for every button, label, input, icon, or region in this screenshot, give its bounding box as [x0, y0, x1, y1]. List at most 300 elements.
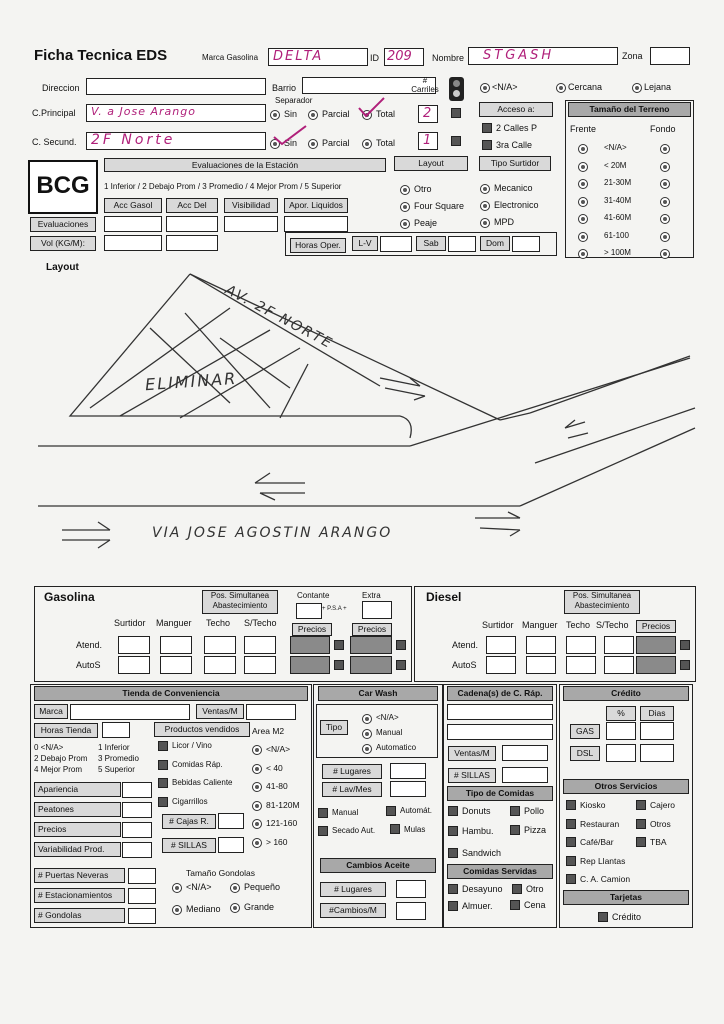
gasolina-col-stecho: S/Techo [244, 618, 277, 628]
tipo-comidas-header: Tipo de Comidas [447, 786, 553, 801]
carwash-manual-radio[interactable] [362, 729, 372, 739]
scale-1: 1 Inferior [98, 743, 130, 752]
producto-checkbox[interactable] [158, 778, 168, 788]
scale-3: 3 Promedio [98, 754, 139, 763]
direccion-label: Direccion [42, 83, 80, 93]
gasolina-row-atend: Atend. [76, 640, 103, 650]
carril2-value: 1 [423, 133, 432, 148]
csecund-parcial-radio[interactable] [308, 139, 318, 149]
comida-pollo-checkbox[interactable] [510, 806, 520, 816]
carwash-manual-label: Manual [376, 728, 403, 737]
cprincipal-total-label: Total [376, 109, 396, 119]
csecund-total-label: Total [376, 138, 396, 148]
horas-lv-label: L-V [352, 236, 378, 251]
servida-otro-label: Otro [526, 884, 544, 894]
carwash-secado-checkbox[interactable] [318, 826, 328, 836]
terreno-fondo-radio[interactable] [660, 179, 670, 189]
credito-dsl-label: DSL [570, 746, 600, 761]
credito-header: Crédito [563, 686, 689, 701]
id-field[interactable] [384, 48, 424, 66]
gasolina-cell-field[interactable] [160, 656, 192, 674]
cprincipal-sin-label: Sin [284, 109, 298, 119]
otro-servicio-label: Restauran [580, 818, 620, 829]
carwash-header: Car Wash [318, 686, 438, 701]
layout-header: Layout [394, 156, 468, 171]
carwash-lugares-label: # Lugares [322, 764, 382, 779]
tienda-horas-field[interactable] [102, 722, 130, 738]
marca-label: Marca Gasolina [202, 53, 259, 62]
otro-servicio-label: Café/Bar [580, 837, 614, 847]
terreno-frente-radio[interactable] [578, 197, 588, 207]
credito-gas-dias-field[interactable] [640, 722, 674, 740]
layout-otro-radio[interactable] [400, 185, 410, 195]
gasolina-cell-field[interactable] [204, 656, 236, 674]
eval-visibilidad-field[interactable] [224, 216, 278, 232]
tienda-productos-label: Productos vendidos [154, 722, 250, 737]
horas-sab-label: Sab [416, 236, 446, 251]
eval-row-vol: Vol (KG/M): [30, 236, 96, 251]
carwash-auto-radio[interactable] [362, 744, 372, 754]
surtidor-electronico-label: Electronico [494, 200, 539, 210]
gondola-grande-label: Grande [244, 902, 275, 912]
direccion-field[interactable] [86, 78, 266, 95]
diesel-cell-field[interactable] [604, 636, 634, 654]
cambios-cambios-label: #Cambios/M [320, 903, 386, 918]
carwash-manual-check-label: Manual [332, 808, 359, 817]
carril2-checkbox[interactable] [451, 136, 461, 146]
nombre-value: STGASH [483, 48, 555, 63]
terreno-option-label: 41-60M [604, 213, 632, 222]
area-radio[interactable] [252, 782, 262, 792]
tienda-count-field[interactable] [128, 888, 156, 904]
tienda-area-label: Area M2 [252, 726, 285, 736]
credito-pct-label: % [606, 706, 636, 721]
tienda-count-label: # Gondolas [34, 908, 125, 923]
acceso-3racalle-checkbox[interactable] [482, 140, 492, 150]
servida-almuer-checkbox[interactable] [448, 901, 458, 911]
terreno-frente-label: Frente [570, 124, 597, 134]
gasolina-cell-field[interactable] [160, 636, 192, 654]
eval-col-aporliquidos: Apor. Liquidos [284, 198, 348, 213]
csecund-field[interactable] [86, 132, 266, 150]
tienda-cajas-label: # Cajas R. [162, 814, 216, 829]
carwash-lugares-field[interactable] [390, 763, 426, 779]
comida-sandwich-label: Sandwich [462, 848, 502, 858]
marca-field[interactable] [268, 48, 368, 66]
diesel-cell-field[interactable] [486, 636, 516, 654]
carril1-checkbox[interactable] [451, 108, 461, 118]
tienda-ventas-field[interactable] [246, 704, 296, 720]
tienda-rated-label: Variabilidad Prod. [34, 842, 121, 857]
diesel-precio-checkbox[interactable] [680, 660, 690, 670]
diesel-cell-field[interactable] [604, 656, 634, 674]
tienda-marca-field[interactable] [70, 704, 190, 720]
tienda-count-field[interactable] [128, 908, 156, 924]
zona-field[interactable] [650, 47, 690, 65]
terreno-frente-radio[interactable] [578, 162, 588, 172]
scale-5: 5 Superior [98, 765, 135, 774]
servida-cena-label: Cena [524, 900, 546, 910]
surtidor-mpd-label: MPD [494, 217, 514, 227]
diesel-cell-field[interactable] [486, 656, 516, 674]
credito-gas-pct-field[interactable] [606, 722, 636, 740]
gondola-grande-radio[interactable] [230, 903, 240, 913]
terreno-frente-radio[interactable] [578, 232, 588, 242]
diesel-col-techo: Techo [566, 620, 591, 630]
servida-otro-checkbox[interactable] [512, 884, 522, 894]
terreno-option-label: > 100M [604, 248, 631, 257]
comida-pizza-checkbox[interactable] [510, 825, 520, 835]
horas-lv-field[interactable] [380, 236, 412, 252]
surtidor-mecanico-label: Mecanico [494, 183, 533, 193]
carril1-field[interactable] [418, 105, 438, 123]
tienda-rated-label: Peatones [34, 802, 121, 817]
comida-pollo-label: Pollo [524, 806, 545, 816]
gasolina-possim: Pos. Simultanea Abastecimiento [202, 590, 278, 614]
otro-servicio-checkbox[interactable] [566, 874, 576, 884]
vol-accdel-field[interactable] [166, 235, 218, 251]
sketch-street2: VIA JOSE AGOSTIN ARANGO [152, 525, 393, 541]
diesel-precio-field[interactable] [636, 636, 676, 654]
diesel-precio-field[interactable] [636, 656, 676, 674]
servida-desayuno-checkbox[interactable] [448, 884, 458, 894]
acceso-2calles-checkbox[interactable] [482, 123, 492, 133]
eval-col-accdel: Acc Del [166, 198, 218, 213]
gasolina-cell-field[interactable] [118, 636, 150, 654]
distance-na-radio[interactable] [480, 83, 490, 93]
eval-col-accgasol: Acc Gasol [104, 198, 162, 213]
cambios-lugares-label: # Lugares [320, 882, 386, 897]
carwash-na-radio[interactable] [362, 714, 372, 724]
sketch-street1: AV. 2F NORTE [222, 282, 336, 353]
evaluaciones-scale: 1 Inferior / 2 Debajo Prom / 3 Promedio / 4 Mejor Prom / 5 Superior [104, 182, 342, 191]
diesel-row-atend: Atend. [452, 640, 479, 650]
otro-servicio-label: Rep Llantas [580, 855, 626, 866]
terreno-option-label: 21-30M [604, 178, 632, 187]
otro-servicio-label: Kiosko [580, 800, 606, 810]
otro-servicio-checkbox[interactable] [636, 819, 646, 829]
area-radio[interactable] [252, 745, 262, 755]
gasolina-extra-label: Extra [362, 591, 381, 600]
diesel-possim: Pos. Simultanea Abastecimiento [564, 590, 640, 614]
diesel-col-surtidor: Surtidor [482, 620, 514, 630]
carwash-auto-label: Automatico [376, 743, 417, 752]
area-option-label: 81-120M [266, 799, 300, 810]
credito-gas-label: GAS [570, 724, 600, 739]
gasolina-precios2: Precios [352, 623, 392, 636]
carwash-tipo-label: Tipo [320, 720, 348, 735]
horas-sab-field[interactable] [448, 236, 476, 252]
comida-hambu-checkbox[interactable] [448, 826, 458, 836]
producto-checkbox[interactable] [158, 741, 168, 751]
cprincipal-sin-radio[interactable] [270, 110, 280, 120]
otro-servicio-checkbox[interactable] [636, 837, 646, 847]
gasolina-cell-field[interactable] [244, 636, 276, 654]
terreno-header: Tamaño del Terreno [568, 102, 691, 117]
comida-donuts-checkbox[interactable] [448, 806, 458, 816]
sin-checkmark-icon [270, 124, 310, 146]
comida-hambu-label: Hambu. [462, 826, 494, 836]
terreno-frente-radio[interactable] [578, 144, 588, 154]
gondola-na-label: <N/A> [186, 882, 212, 892]
tienda-rated-label: Precios [34, 822, 121, 837]
area-option-label: 121-160 [266, 818, 298, 828]
csecund-sin-label: Sin [284, 138, 298, 148]
diesel-cell-field[interactable] [566, 636, 596, 654]
comidas-ventas-field[interactable] [502, 745, 548, 761]
tienda-marca-label: Marca [34, 704, 68, 719]
gondola-pequeno-radio[interactable] [230, 883, 240, 893]
terreno-fondo-radio[interactable] [660, 249, 670, 259]
layout-peaje-label: Peaje [414, 218, 438, 228]
area-radio[interactable] [252, 838, 262, 848]
distance-lejana-label: Lejana [644, 82, 672, 92]
surtidor-electronico-radio[interactable] [480, 201, 490, 211]
producto-label: Bebidas Caliente [172, 778, 233, 787]
diesel-cell-field[interactable] [526, 636, 556, 654]
terreno-frente-radio[interactable] [578, 179, 588, 189]
cprincipal-field[interactable] [86, 104, 266, 122]
cambios-lugares-field[interactable] [396, 880, 426, 898]
otros-header: Otros Servicios [563, 779, 689, 794]
comidas-cadena2-field[interactable] [447, 724, 553, 740]
surtidor-mecanico-radio[interactable] [480, 184, 490, 194]
credito-dsl-dias-field[interactable] [640, 744, 674, 762]
surtidor-header: Tipo Surtidor [479, 156, 551, 171]
servida-cena-checkbox[interactable] [510, 900, 520, 910]
comidas-cadena1-field[interactable] [447, 704, 553, 720]
gasolina-row-autos: AutoS [76, 660, 101, 670]
diesel-precios: Precios [636, 620, 676, 633]
scale-0: 0 <N/A> [34, 743, 64, 752]
nombre-label: Nombre [432, 53, 465, 63]
eval-accdel-field[interactable] [166, 216, 218, 232]
csecund-parcial-label: Parcial [322, 138, 350, 148]
carwash-lavmes-field[interactable] [390, 781, 426, 797]
diesel-cell-field[interactable] [566, 656, 596, 674]
producto-label: Comidas Ráp. [172, 759, 223, 769]
cprincipal-label: C.Principal [32, 108, 76, 118]
carwash-mulas-checkbox[interactable] [390, 824, 400, 834]
tienda-count-label: # Estacionamientos [34, 888, 125, 903]
gasolina-precio-extra-field[interactable] [350, 636, 392, 654]
total-checkmark-icon [356, 96, 386, 118]
gasolina-col-surtidor: Surtidor [114, 618, 146, 628]
otro-servicio-checkbox[interactable] [566, 856, 576, 866]
gasolina-cell-field[interactable] [204, 636, 236, 654]
horas-label: Horas Oper. [290, 238, 346, 253]
area-radio[interactable] [252, 764, 262, 774]
carril1-value: 2 [423, 106, 432, 121]
distance-na-label: <N/A> [492, 82, 518, 92]
gasolina-contante-field[interactable] [296, 603, 322, 619]
gasolina-psa: + P.S.A + [322, 606, 347, 612]
comidas-sillas-label: # SILLAS [448, 768, 496, 783]
diesel-precio-checkbox[interactable] [680, 640, 690, 650]
area-radio[interactable] [252, 819, 262, 829]
layout-peaje-radio[interactable] [400, 219, 410, 229]
otro-servicio-label: Cajero [650, 800, 676, 810]
gasolina-title: Gasolina [44, 590, 95, 604]
otro-servicio-label: Otros [650, 818, 671, 829]
area-option-label: > 160 [266, 836, 288, 847]
cprincipal-parcial-label: Parcial [322, 109, 350, 119]
credito-dsl-pct-field[interactable] [606, 744, 636, 762]
layout-foursquare-radio[interactable] [400, 202, 410, 212]
eval-accgasol-field[interactable] [104, 216, 162, 232]
barrio-label: Barrio [272, 83, 297, 93]
csecund-label: C. Secund. [32, 137, 77, 147]
otro-servicio-label: C. A. Camion [580, 874, 631, 884]
bcg-logo: BCG [28, 160, 98, 214]
tienda-header: Tienda de Conveniencia [34, 686, 308, 701]
tienda-sillas-label: # SILLAS [162, 838, 216, 853]
gondola-mediano-radio[interactable] [172, 905, 182, 915]
carril2-field[interactable] [418, 132, 438, 150]
distance-cercana-radio[interactable] [556, 83, 566, 93]
comidas-header: Cadena(s) de C. Ráp. [447, 686, 553, 701]
gondola-na-radio[interactable] [172, 883, 182, 893]
tienda-rated-label: Apariencia [34, 782, 121, 797]
gasolina-precio-extra-field[interactable] [350, 656, 392, 674]
tienda-ventas-label: Ventas/M [196, 704, 244, 719]
eval-row-evaluaciones: Evaluaciones [30, 217, 96, 232]
diesel-col-manguer: Manguer [522, 620, 558, 630]
area-option-label: < 40 [266, 762, 283, 773]
comida-sandwich-checkbox[interactable] [448, 848, 458, 858]
producto-checkbox[interactable] [158, 797, 168, 807]
producto-label: Cigarrillos [172, 796, 208, 806]
gasolina-precio-contante-field[interactable] [290, 656, 330, 674]
eval-col-visibilidad: Visibilidad [224, 198, 278, 213]
gondola-mediano-label: Mediano [186, 904, 221, 914]
terreno-fondo-radio[interactable] [660, 232, 670, 242]
terreno-option-label: 31-40M [604, 195, 632, 205]
terreno-fondo-radio[interactable] [660, 162, 670, 172]
otro-servicio-checkbox[interactable] [566, 837, 576, 847]
area-option-label: 41-80 [266, 781, 288, 791]
layout-otro-label: Otro [414, 184, 432, 194]
area-radio[interactable] [252, 801, 262, 811]
area-option-label: <N/A> [266, 744, 291, 754]
comidas-sillas-field[interactable] [502, 767, 548, 783]
distance-cercana-label: Cercana [568, 82, 603, 92]
tienda-rated-field[interactable] [122, 822, 152, 838]
otro-servicio-label: TBA [650, 837, 667, 847]
terreno-frente-radio[interactable] [578, 249, 588, 259]
carwash-manual-checkbox[interactable] [318, 808, 328, 818]
csecund-value: 2F Norte [91, 132, 176, 148]
gasolina-contante-label: Contante [297, 591, 330, 600]
form-title: Ficha Tecnica EDS [34, 47, 168, 64]
carriles-label: # Carriles [411, 76, 439, 94]
servidas-header: Comidas Servidas [447, 864, 553, 879]
tarjeta-credito-checkbox[interactable] [598, 912, 608, 922]
terreno-fondo-label: Fondo [650, 124, 676, 134]
evaluaciones-header: Evaluaciones de la Estación [104, 158, 386, 172]
gasolina-cell-field[interactable] [118, 656, 150, 674]
gasolina-col-techo: Techo [206, 618, 231, 628]
tienda-cajas-field[interactable] [218, 813, 244, 829]
comida-donuts-label: Donuts [462, 806, 491, 816]
scale-2: 2 Debajo Prom [34, 754, 88, 763]
gasolina-precio-contante-field[interactable] [290, 636, 330, 654]
servida-desayuno-label: Desayuno [462, 884, 503, 894]
tienda-count-field[interactable] [128, 868, 156, 884]
diesel-cell-field[interactable] [526, 656, 556, 674]
tienda-horas-label: Horas Tienda [34, 723, 98, 738]
carwash-mulas-label: Mulas [404, 825, 426, 834]
comidas-ventas-label: Ventas/M [448, 746, 496, 761]
layout-title: Layout [46, 262, 79, 273]
producto-checkbox[interactable] [158, 760, 168, 770]
gasolina-extra-field[interactable] [362, 601, 392, 619]
tienda-count-label: # Puertas Neveras [34, 868, 125, 883]
traffic-light-icon [449, 77, 464, 101]
gasolina-extra-checkbox[interactable] [396, 660, 406, 670]
tienda-rated-field[interactable] [122, 782, 152, 798]
gasolina-cell-field[interactable] [244, 656, 276, 674]
separador-label: Separador [275, 96, 313, 105]
tarjeta-credito-label: Crédito [612, 912, 642, 922]
horas-dom-field[interactable] [512, 236, 540, 252]
acceso-2calles-label: 2 Calles P [496, 123, 538, 133]
nombre-field[interactable] [468, 47, 618, 65]
terreno-fondo-radio[interactable] [660, 197, 670, 207]
carwash-automat-label: Automát. [400, 806, 433, 815]
surtidor-mpd-radio[interactable] [480, 218, 490, 228]
cprincipal-parcial-radio[interactable] [308, 110, 318, 120]
acceso-3racalle-label: 3ra Calle [496, 140, 533, 150]
eval-aporliquidos-field[interactable] [284, 216, 348, 232]
scale-4: 4 Mejor Prom [34, 765, 83, 774]
carwash-secado-label: Secado Aut. [332, 826, 376, 835]
gondola-pequeno-label: Pequeño [244, 882, 281, 892]
gasolina-extra-checkbox[interactable] [396, 640, 406, 650]
tienda-rated-field[interactable] [122, 802, 152, 818]
comida-pizza-label: Pizza [524, 825, 547, 835]
carwash-automat-checkbox[interactable] [386, 806, 396, 816]
cambios-header: Cambios Aceite [320, 858, 436, 873]
terreno-fondo-radio[interactable] [660, 144, 670, 154]
carwash-lavmes-label: # Lav/Mes [322, 782, 382, 797]
cambios-cambios-field[interactable] [396, 902, 426, 920]
servida-almuer-label: Almuer. [462, 901, 493, 911]
producto-label: Licor / Vino [172, 741, 212, 750]
gasolina-precio-checkbox[interactable] [334, 660, 344, 670]
terreno-frente-radio[interactable] [578, 214, 588, 224]
id-value: 209 [387, 49, 412, 64]
diesel-title: Diesel [426, 590, 462, 604]
diesel-col-stecho: S/Techo [596, 620, 629, 630]
terreno-option-label: < 20M [604, 160, 627, 170]
horas-dom-label: Dom [480, 236, 510, 251]
gasolina-precio-checkbox[interactable] [334, 640, 344, 650]
tienda-sillas-field[interactable] [218, 837, 244, 853]
vol-accgasol-field[interactable] [104, 235, 162, 251]
cprincipal-value: V. a Jose Arango [91, 105, 196, 118]
zona-label: Zona [622, 51, 643, 61]
distance-lejana-radio[interactable] [632, 83, 642, 93]
otro-servicio-checkbox[interactable] [636, 800, 646, 810]
otro-servicio-checkbox[interactable] [566, 819, 576, 829]
otro-servicio-checkbox[interactable] [566, 800, 576, 810]
layout-foursquare-label: Four Square [414, 201, 465, 211]
csecund-total-radio[interactable] [362, 139, 372, 149]
tienda-rated-field[interactable] [122, 842, 152, 858]
terreno-fondo-radio[interactable] [660, 214, 670, 224]
tarjetas-header: Tarjetas [563, 890, 689, 905]
